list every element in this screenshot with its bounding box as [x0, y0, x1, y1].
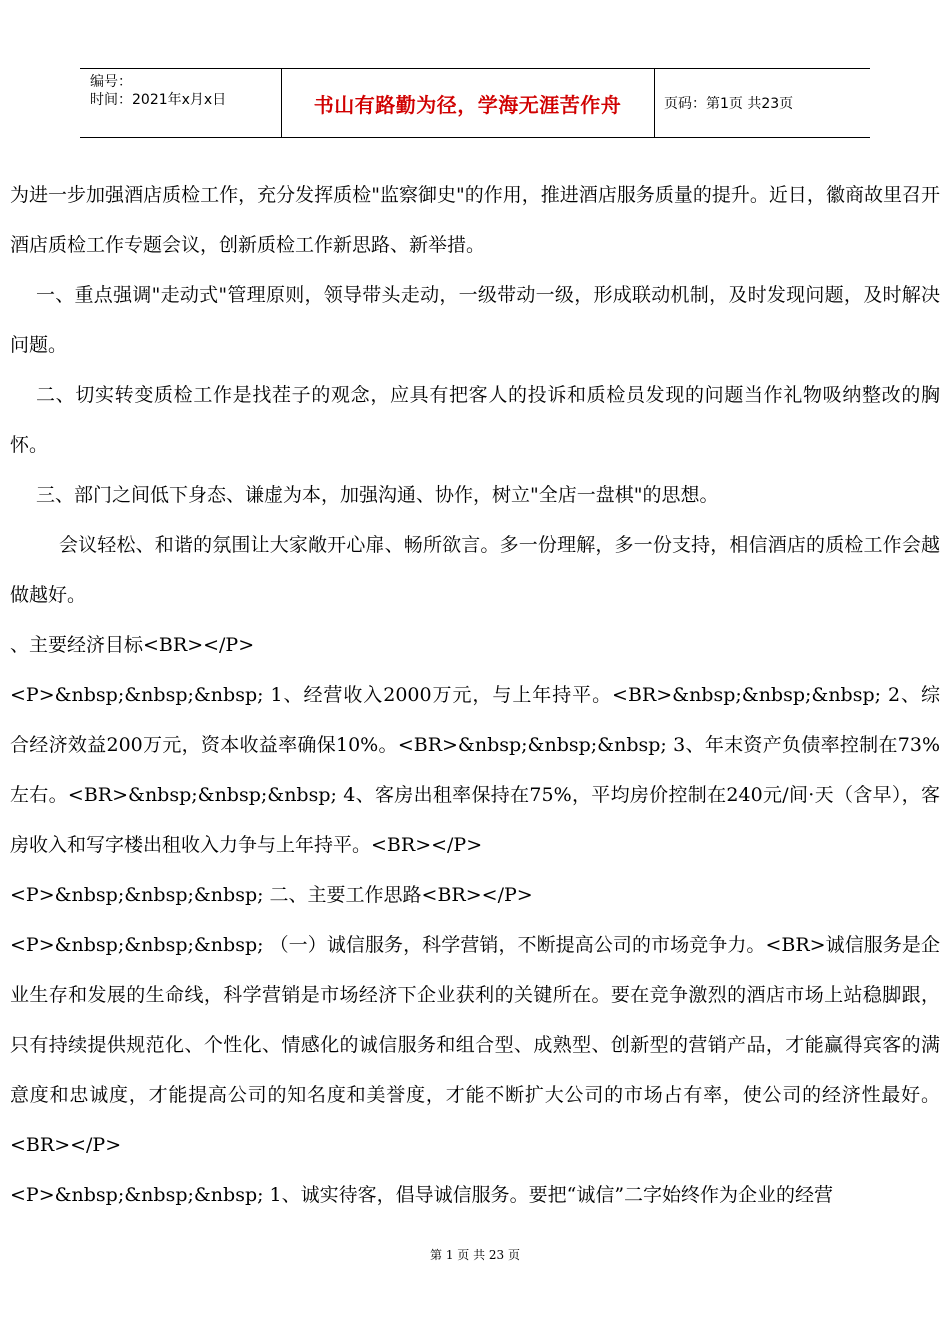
body-paragraph-economic-goals: <P>&nbsp;&nbsp;&nbsp; 1、经营收入2000万元，与上年持平。<BR>&nbsp;&nbsp;&nbsp; 2、综合经济效益200万元，资本收益率确保10%。<BR>&nbsp;&nbsp;&nbsp; 3、年末资产负债率控制在73%左右。<BR>&nbsp;&nbsp;&nbsp; 4、客房出租率保持在75%，平均房价控制在240元/间·天（含早），客房收入和写字楼出租收入力争与上年持平。<BR></P> — [10, 684, 940, 856]
header-page-info: 页码：第1页 共23页 — [664, 96, 794, 112]
header-meta-cell — [80, 69, 282, 137]
page-header — [80, 68, 870, 138]
body-paragraph-honest-hospitality: <P>&nbsp;&nbsp;&nbsp; 1、诚实待客，倡导诚信服务。要把“诚信”二字始终作为企业的经营 — [10, 1184, 834, 1206]
document-number-label: 编号： — [90, 74, 132, 90]
page-footer: 第 1 页 共 23 页 — [430, 1248, 520, 1262]
body-paragraph-economic-goals-heading: 、主要经济目标<BR></P> — [10, 634, 255, 656]
document-date-label: 时间：2021年x月x日 — [90, 92, 227, 108]
body-paragraph-intro: 为进一步加强酒店质检工作，充分发挥质检"监察御史"的作用，推进酒店服务质量的提升。近日，徽商故里召开酒店质检工作专题会议，创新质检工作新思路、新举措。 — [10, 184, 940, 256]
header-motto: 书山有路勤为径，学海无涯苦作舟 — [313, 92, 622, 117]
document-body — [10, 170, 940, 1220]
body-paragraph-integrity-service: <P>&nbsp;&nbsp;&nbsp; （一）诚信服务，科学营销，不断提高公司的市场竞争力。<BR>诚信服务是企业生存和发展的生命线，科学营销是市场经济下企业获利的关键所在。要在竞争激烈的酒店市场上站稳脚跟，只有持续提供规范化、个性化、情感化的诚信服务和组合型、成熟型、创新型的营销产品，才能赢得宾客的满意度和忠诚度，才能提高公司的知名度和美誉度，才能不断扩大公司的市场占有率，使公司的经济性最好。<BR></P> — [10, 934, 940, 1156]
body-paragraph-conclusion: 会议轻松、和谐的氛围让大家敞开心扉、畅所欲言。多一份理解，多一份支持，相信酒店的质检工作会越做越好。 — [10, 534, 940, 606]
body-paragraph-point-2: 二、切实转变质检工作是找茬子的观念，应具有把客人的投诉和质检员发现的问题当作礼物吸纳整改的胸怀。 — [10, 384, 940, 456]
header-page-cell — [655, 69, 870, 137]
body-paragraph-point-3: 三、部门之间低下身态、谦虚为本，加强沟通、协作，树立"全店一盘棋"的思想。 — [36, 484, 719, 506]
body-paragraph-work-ideas-heading: <P>&nbsp;&nbsp;&nbsp; 二、主要工作思路<BR></P> — [10, 884, 533, 906]
header-motto-cell — [281, 69, 655, 137]
body-paragraph-point-1: 一、重点强调"走动式"管理原则，领导带头走动，一级带动一级，形成联动机制，及时发现问题，及时解决问题。 — [10, 284, 940, 356]
